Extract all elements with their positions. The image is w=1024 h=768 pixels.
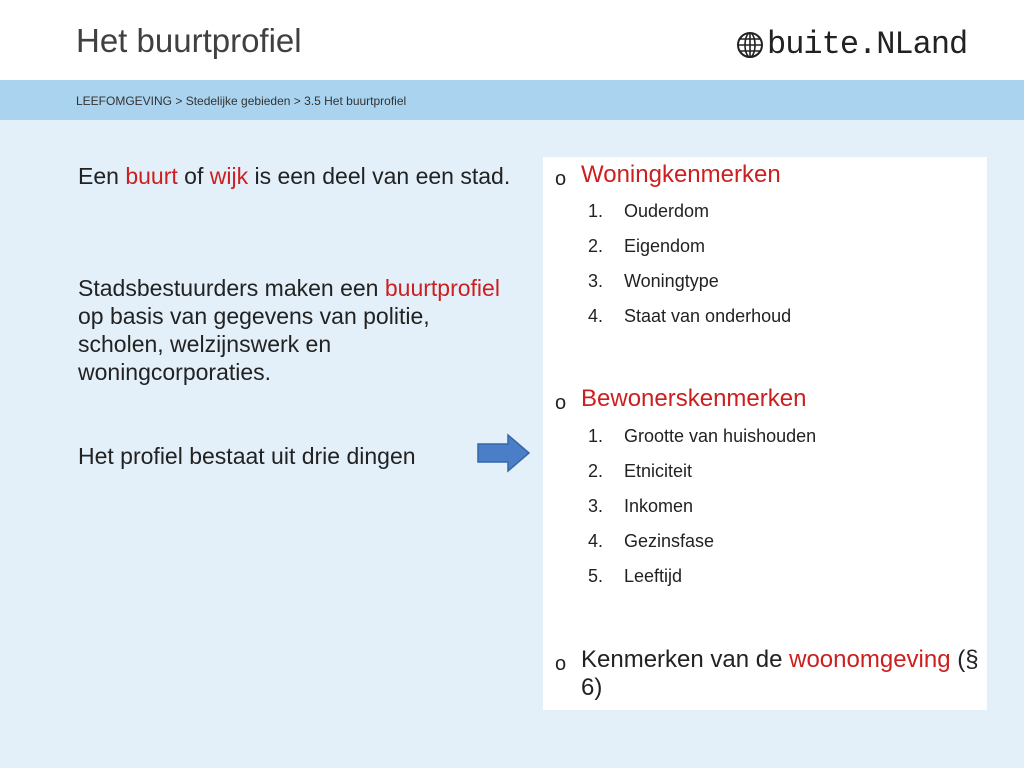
list-item: 2. Eigendom <box>588 236 706 256</box>
bullet-woonomgeving <box>555 646 980 702</box>
bewonerskenmerken-title: Bewonerskenmerken <box>581 385 807 412</box>
highlight-buurt: buurt <box>125 163 178 189</box>
criteria-panel <box>543 157 987 710</box>
list-item: 3. Inkomen <box>588 496 694 516</box>
text: of <box>177 163 210 189</box>
logo-text: buite.NLand <box>767 26 968 63</box>
three-things-text: Het profiel bestaat uit drie dingen <box>78 443 416 469</box>
list-item: 2. Etniciteit <box>588 461 693 481</box>
bullet-mark: o <box>555 392 567 414</box>
bullet-mark: o <box>555 653 567 675</box>
text: is een deel van een stad. <box>248 163 511 189</box>
highlight-buurtprofiel: buurtprofiel <box>384 275 500 301</box>
list-item: 4. Gezinsfase <box>588 531 715 551</box>
woningkenmerken-title: Woningkenmerken <box>581 161 781 188</box>
breadcrumb: LEEFOMGEVING > Stedelijke gebieden > 3.5 Het buurtprofiel <box>76 94 407 108</box>
intro-paragraph <box>78 162 518 190</box>
breadcrumb-bar <box>0 80 1024 120</box>
globe-icon <box>736 31 764 59</box>
text: op basis van gegevens van politie, scholen, welzijnswerk en woningcorporaties. <box>78 303 430 385</box>
text: Kenmerken van de <box>581 646 790 673</box>
page-title: Het buurtprofiel <box>76 22 302 59</box>
logo <box>736 26 967 63</box>
arrow-right-icon <box>476 433 532 473</box>
list-item: 4. Staat van onderhoud <box>588 306 792 326</box>
highlight-woonomgeving: woonomgeving <box>789 646 951 673</box>
text: Een <box>78 163 126 189</box>
bullet-bewonerskenmerken <box>555 385 980 413</box>
text: Stadsbestuurders maken een <box>78 275 385 301</box>
list-item: 3. Woningtype <box>588 271 719 291</box>
profile-paragraph <box>78 274 508 386</box>
bullet-woningkenmerken <box>555 161 980 189</box>
text: (§ 6) <box>581 646 979 701</box>
list-item: 1. Ouderdom <box>588 201 710 221</box>
list-item: 5. Leeftijd <box>588 566 683 586</box>
list-item: 1. Grootte van huishouden <box>588 426 817 446</box>
header <box>0 0 1024 80</box>
highlight-wijk: wijk <box>209 163 249 189</box>
bullet-mark: o <box>555 168 567 190</box>
